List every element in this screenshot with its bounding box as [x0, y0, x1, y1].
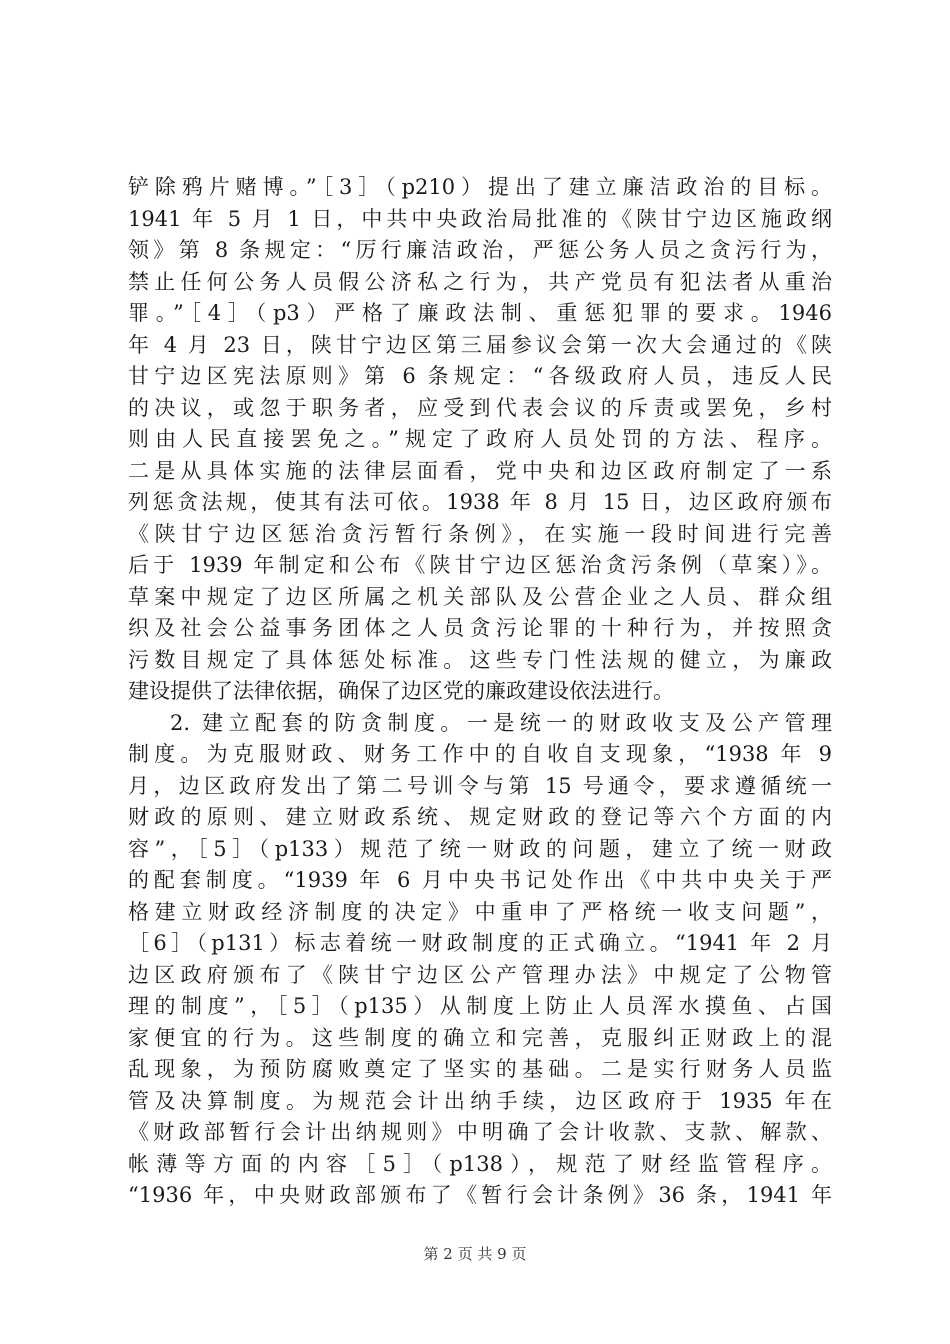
text-line: 理的制度”，［5］（p135）从制度上防止人员浑水摸鱼、占国	[128, 994, 832, 1018]
text-line: 家便宜的行为。这些制度的确立和完善，克服纠正财政上的混	[128, 1025, 832, 1050]
text-line: 建设提供了法律依据，确保了边区党的廉政建设依法进行。	[128, 679, 674, 703]
text-line: 帐薄等方面的内容［5］（p138），规范了财经监管程序。	[128, 1151, 832, 1176]
text-line: 财政的原则、建立财政系统、规定财政的登记等六个方面的内	[128, 805, 832, 829]
text-line: 则由人民直接罢免之。”规定了政府人员处罚的方法、程序。	[128, 427, 832, 451]
text-line: 管及决算制度。为规范会计出纳手续，边区政府于 1935 年在	[128, 1088, 832, 1113]
text-line: 甘宁边区宪法原则》第 6 条规定：“各级政府人员，违反人民	[128, 364, 832, 388]
text-line: 《陕甘宁边区惩治贪污暂行条例》，在实施一段时间进行完善	[128, 521, 832, 546]
text-line: 的决议，或忽于职务者，应受到代表会议的斥责或罢免，乡村	[128, 395, 832, 420]
text-line: 铲除鸦片赌博。”［3］（p210）提出了建立廉洁政治的目标。	[128, 175, 832, 199]
text-line: 草案中规定了边区所属之机关部队及公营企业之人员、群众组	[128, 584, 832, 609]
text-line: 年 4 月 23 日，陕甘宁边区第三届参议会第一次大会通过的《陕	[128, 332, 832, 357]
text-line: 容”，［5］（p133）规范了统一财政的问题，建立了统一财政	[128, 836, 832, 861]
text-line: 1941 年 5 月 1 日，中共中央政治局批准的《陕甘宁边区施政纲	[128, 206, 832, 231]
text-line: 织及社会公益事务团体之人员贪污论罪的十种行为，并按照贪	[128, 616, 832, 640]
text-line: 罪。”［4］（p3）严格了廉政法制、重惩犯罪的要求。1946	[128, 301, 832, 325]
text-line: 边区政府颁布了《陕甘宁边区公产管理办法》中规定了公物管	[128, 962, 832, 987]
text-line: ［6］（p131）标志着统一财政制度的正式确立。“1941 年 2 月	[128, 931, 832, 955]
body-text	[128, 172, 832, 1212]
text-line: 领》第 8 条规定：“厉行廉洁政治，严惩公务人员之贪污行为，	[128, 238, 832, 262]
text-line: 乱现象，为预防腐败奠定了坚实的基础。二是实行财务人员监	[128, 1057, 832, 1081]
text-line: 二是从具体实施的法律层面看，党中央和边区政府制定了一系	[128, 458, 832, 483]
text-line: 的配套制度。“1939 年 6 月中央书记处作出《中共中央关于严	[128, 868, 832, 892]
page-number-footer: 第 2 页 共 9 页	[423, 1245, 527, 1263]
text-line: 列惩贪法规，使其有法可依。1938 年 8 月 15 日，边区政府颁布	[128, 490, 832, 514]
text-line: “1936 年，中央财政部颁布了《暂行会计条例》36 条，1941 年	[128, 1183, 832, 1207]
text-line: 月，边区政府发出了第二号训令与第 15 号通令，要求遵循统一	[128, 773, 832, 798]
paragraph-start-line: 2. 建立配套的防贪制度。一是统一的财政收支及公产管理	[170, 710, 832, 735]
text-line: 格建立财政经济制度的决定》中重申了严格统一收支问题”，	[128, 899, 832, 924]
text-line: 制度。为克服财政、财务工作中的自收自支现象，“1938 年 9	[128, 742, 832, 766]
text-line: 《财政部暂行会计出纳规则》中明确了会计收款、支款、解款、	[128, 1120, 832, 1144]
text-line: 后于 1939 年制定和公布《陕甘宁边区惩治贪污条例（草案）》。	[128, 553, 832, 577]
text-line: 污数目规定了具体惩处标准。这些专门性法规的健立，为廉政	[128, 647, 832, 672]
text-line: 禁止任何公务人员假公济私之行为，共产党员有犯法者从重治	[128, 269, 832, 294]
